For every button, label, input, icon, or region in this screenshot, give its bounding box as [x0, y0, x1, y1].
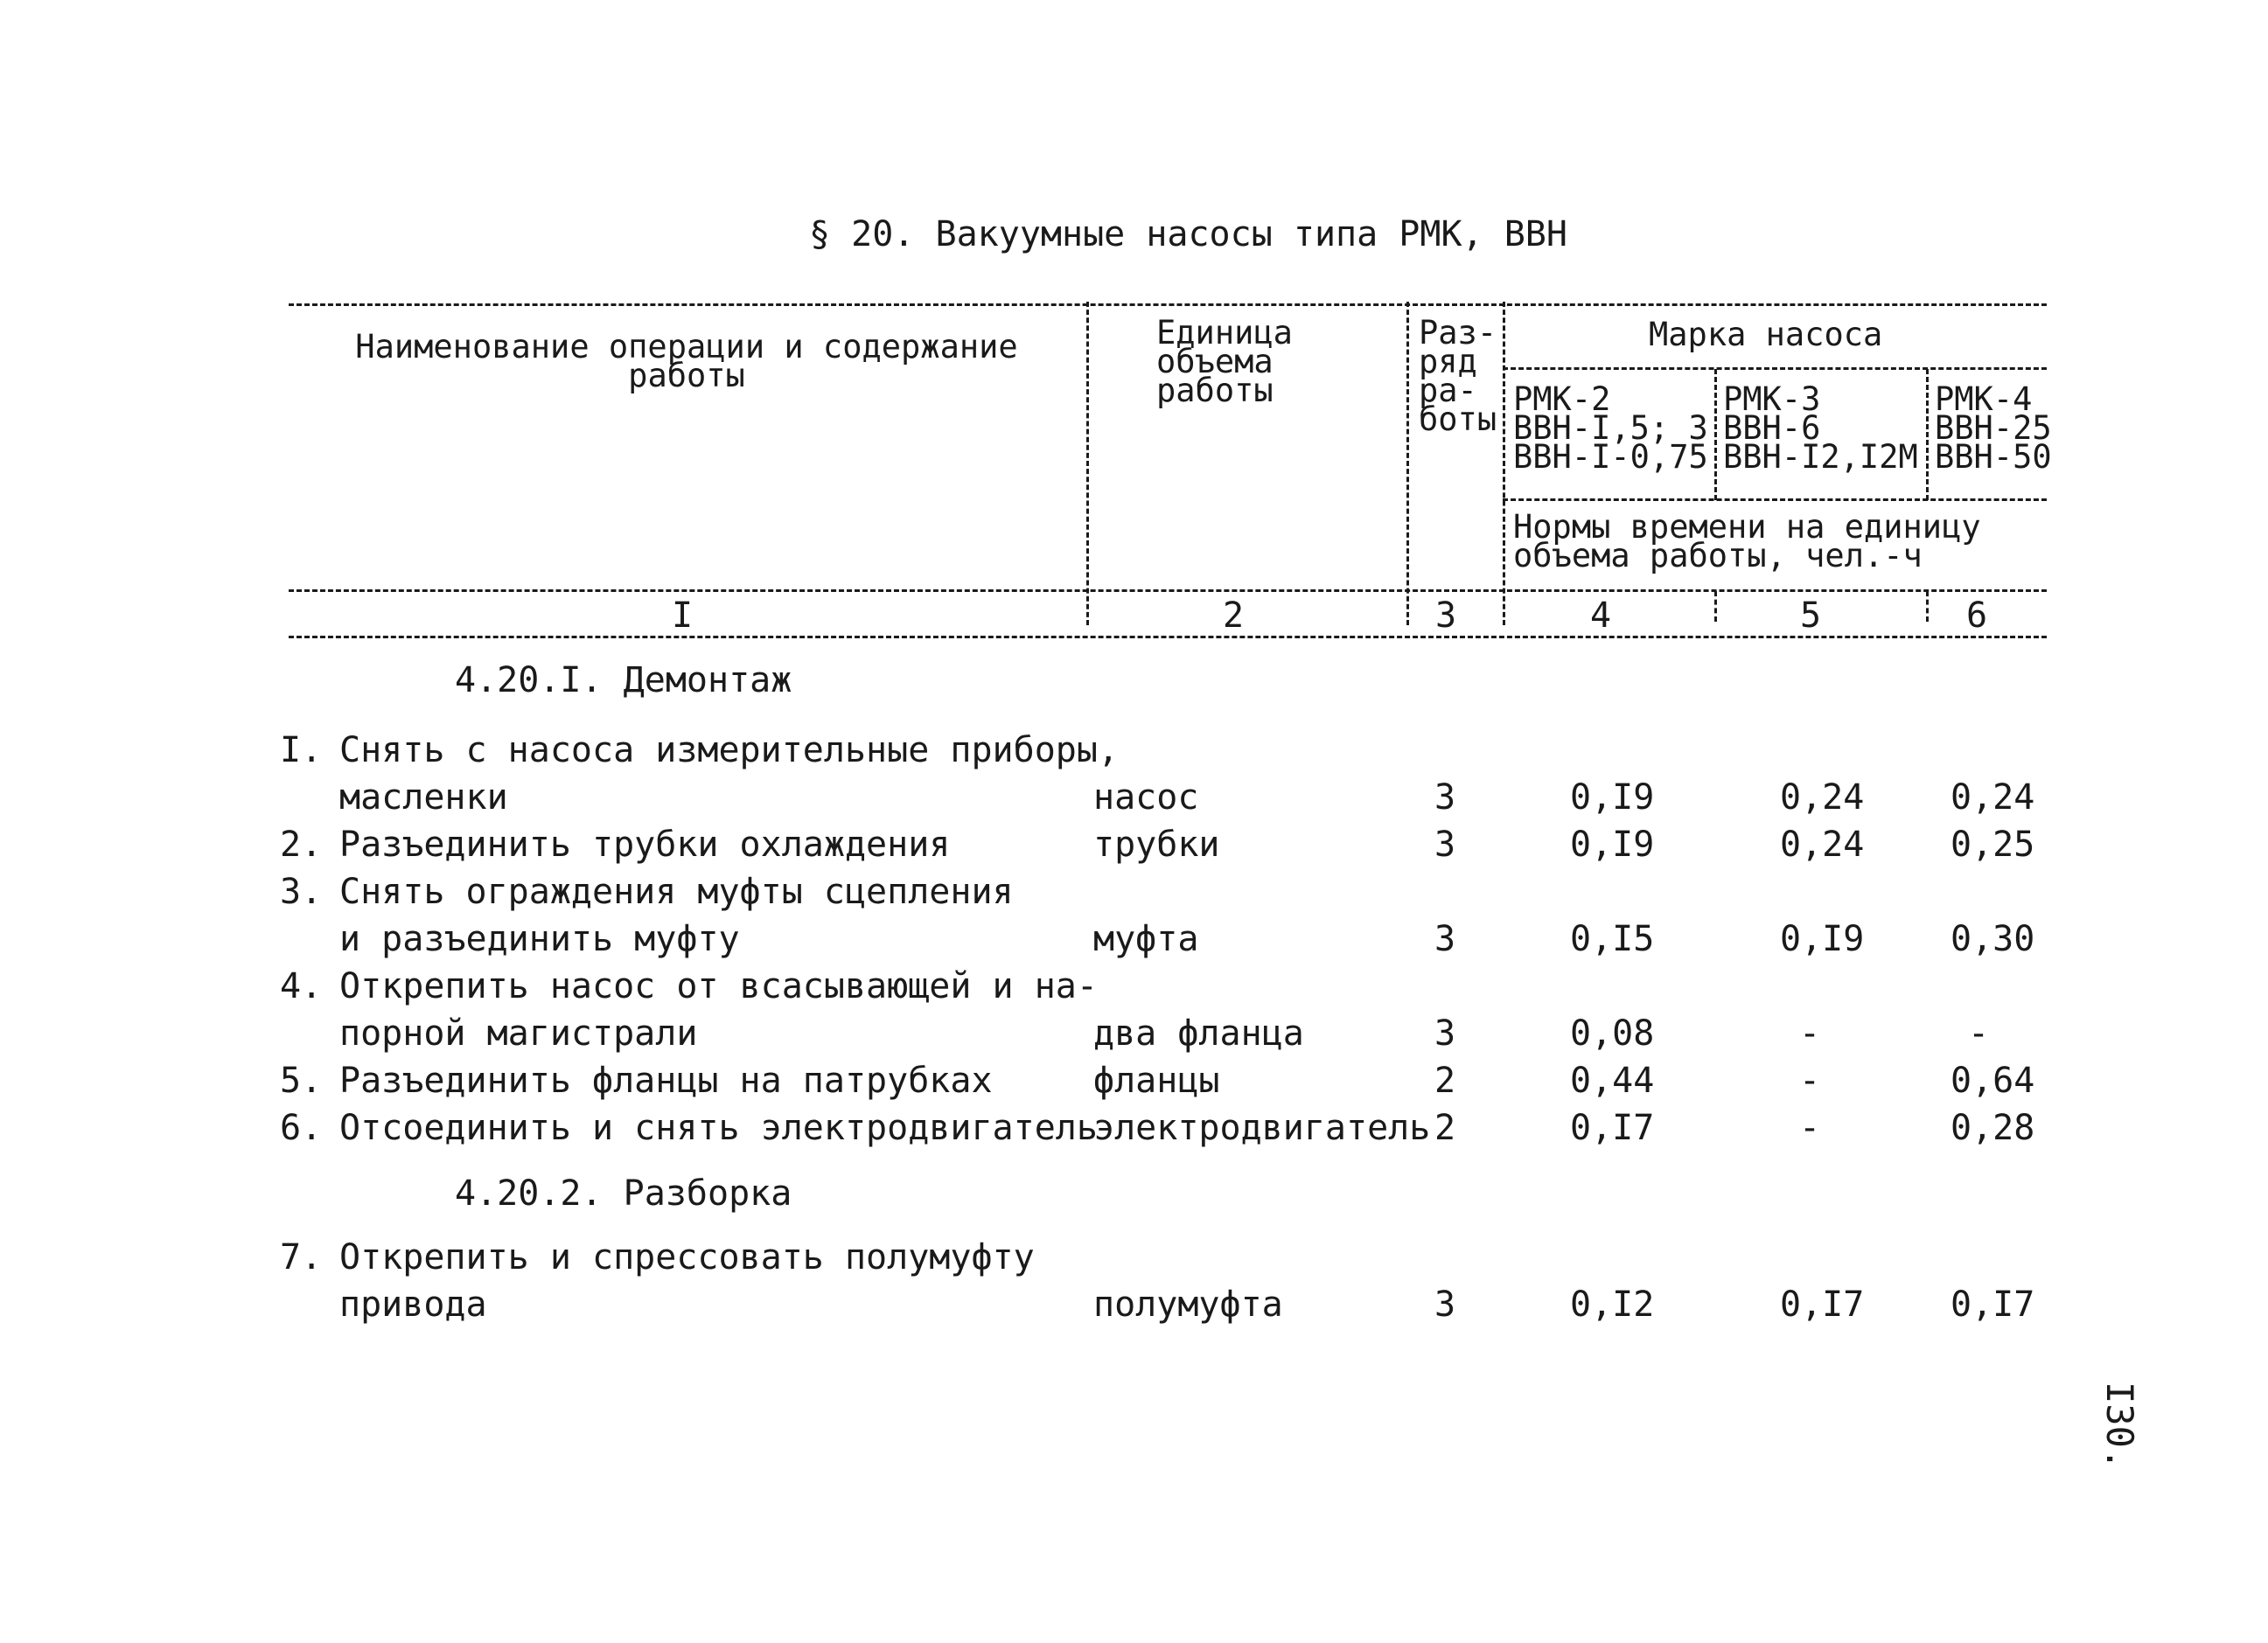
unit-cell: трубки: [1093, 825, 1220, 865]
operation-text: Снять ограждения муфты сцепления: [339, 872, 1014, 912]
row-number: 6.: [280, 1108, 323, 1148]
norm-value-pump2: 0,I9: [1780, 919, 1865, 959]
row-number: 7.: [280, 1237, 323, 1278]
norm-value-pump3: 0,28: [1950, 1108, 2035, 1148]
operation-text: Открепить и спрессовать полумуфту: [339, 1237, 1035, 1278]
operation-text: Разъединить трубки охлаждения: [339, 825, 951, 865]
grade-cell: 3: [1434, 777, 1456, 818]
norm-value-pump2: 0,24: [1780, 777, 1865, 818]
column-number-2: 2: [1222, 595, 1245, 636]
header-bottom-rule: [289, 589, 2047, 592]
header-pump-3: РМК-4 ВВН-25 ВВН-50: [1935, 380, 2052, 476]
operation-text-cont: привода: [339, 1284, 487, 1325]
grade-cell: 3: [1434, 825, 1456, 865]
norm-value-pump1: 0,I2: [1570, 1284, 1655, 1325]
col-separator-2: [1406, 302, 1409, 625]
pump-brand-rule: [1503, 367, 2047, 370]
norm-value-pump1: 0,44: [1570, 1061, 1655, 1101]
unit-cell: муфта: [1093, 919, 1199, 959]
column-number-1: I: [671, 595, 694, 636]
norm-value-pump3: 0,64: [1950, 1061, 2035, 1101]
page-number: I30.: [2098, 1382, 2141, 1471]
col-separator-1: [1086, 302, 1089, 625]
pump-names-rule: [1503, 498, 2047, 501]
norm-value-pump3: 0,30: [1950, 919, 2035, 959]
column-number-5: 5: [1799, 595, 1822, 636]
norm-value-pump2: 0,24: [1780, 825, 1865, 865]
norm-value-pump2: -: [1799, 1013, 1821, 1054]
section-title: 4.20.2. Разборка: [455, 1173, 792, 1214]
col-separator-5: [1926, 369, 1929, 500]
unit-cell: полумуфта: [1093, 1284, 1283, 1325]
norm-value-pump1: 0,I9: [1570, 777, 1655, 818]
operation-text: Открепить насос от всасывающей и на-: [339, 966, 1098, 1006]
norm-value-pump3: 0,25: [1950, 825, 2035, 865]
page-title: § 20. Вакуумные насосы типа РМК, ВВН: [809, 214, 1567, 254]
header-pump-1: РМК-2 ВВН-I,5; 3 ВВН-I-0,75: [1513, 380, 1708, 476]
unit-cell: фланцы: [1093, 1061, 1220, 1101]
grade-cell: 2: [1434, 1108, 1456, 1148]
table-top-rule: [289, 303, 2047, 306]
norm-value-pump2: -: [1799, 1061, 1821, 1101]
row-number: 3.: [280, 872, 323, 912]
norm-value-pump1: 0,I5: [1570, 919, 1655, 959]
header-operation: Наименование операции и содержание работы: [355, 328, 1018, 394]
section-title: 4.20.I. Демонтаж: [455, 660, 792, 700]
operation-text-cont: и разъединить муфту: [339, 919, 740, 959]
col-separator-3: [1503, 302, 1505, 625]
unit-cell: насос: [1093, 777, 1199, 818]
grade-cell: 3: [1434, 1284, 1456, 1325]
norm-value-pump1: 0,I7: [1570, 1108, 1655, 1148]
operation-text: Отсоединить и снять электродвигатель: [339, 1108, 1098, 1148]
operation-text: Снять с насоса измерительные приборы,: [339, 730, 1120, 770]
norm-value-pump3: 0,24: [1950, 777, 2035, 818]
norm-value-pump2: -: [1799, 1108, 1821, 1148]
column-number-3: 3: [1434, 595, 1457, 636]
operation-text: Разъединить фланцы на патрубках: [339, 1061, 993, 1101]
operation-text-cont: порной магистрали: [339, 1013, 698, 1054]
header-pump-brand: Марка насоса: [1649, 316, 1883, 353]
unit-cell: электродвигатель: [1093, 1108, 1431, 1148]
numbers-bottom-rule: [289, 636, 2047, 638]
row-number: I.: [280, 730, 323, 770]
norm-value-pump1: 0,08: [1570, 1013, 1655, 1054]
header-grade: Раз- ряд ра- боты: [1419, 314, 1497, 438]
norm-value-pump1: 0,I9: [1570, 825, 1655, 865]
col-separator-7: [1926, 591, 1929, 622]
grade-cell: 3: [1434, 1013, 1456, 1054]
col-separator-4: [1714, 369, 1717, 500]
row-number: 5.: [280, 1061, 323, 1101]
column-number-4: 4: [1589, 595, 1612, 636]
norm-value-pump3: 0,I7: [1950, 1284, 2035, 1325]
unit-cell: два фланца: [1093, 1013, 1304, 1054]
col-separator-6: [1714, 591, 1717, 622]
norm-value-pump3: -: [1968, 1013, 1990, 1054]
grade-cell: 3: [1434, 919, 1456, 959]
row-number: 2.: [280, 825, 323, 865]
header-pump-2: РМК-3 ВВН-6 ВВН-I2,I2М: [1723, 380, 1918, 476]
grade-cell: 2: [1434, 1061, 1456, 1101]
column-number-6: 6: [1965, 595, 1988, 636]
header-unit: Единица объема работы: [1156, 314, 1293, 409]
row-number: 4.: [280, 966, 323, 1006]
operation-text-cont: масленки: [339, 777, 508, 818]
norm-value-pump2: 0,I7: [1780, 1284, 1865, 1325]
header-time-norms: Нормы времени на единицу объема работы, чел.-ч: [1513, 508, 1981, 574]
